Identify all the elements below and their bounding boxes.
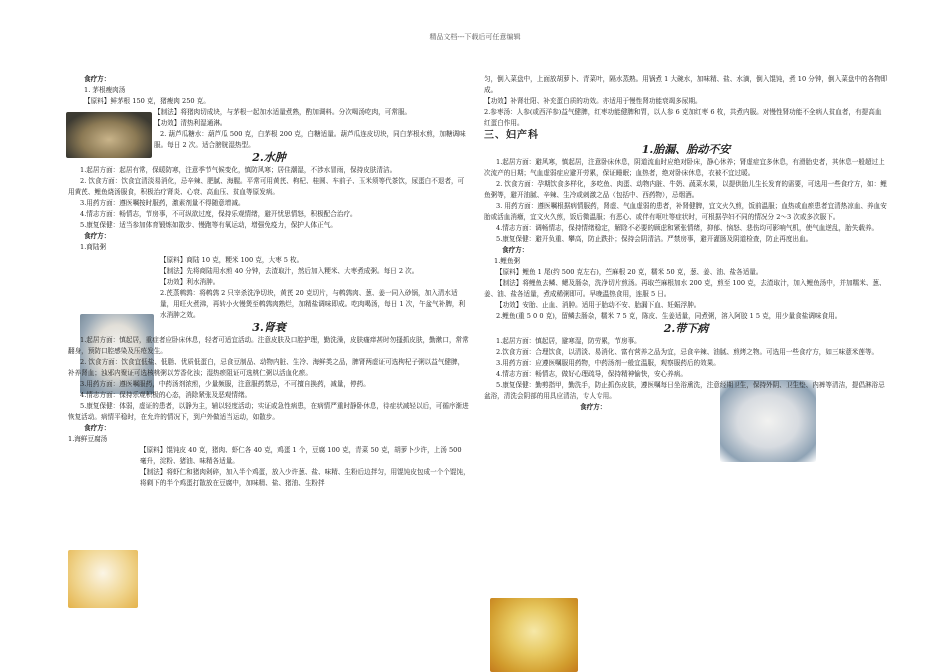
recipe-ingredients: 【原料】商陆 10 克，粳米 100 克，大枣 5 枚。 [160, 256, 304, 264]
paragraph: 匀，倒入菜盘中，上面放胡萝卜、青菜叶，隔水蒸熟。用锅煮 1 大碗水，加味精、盐、水滴，倒入馄饨，煮 10 分钟，倒入菜盘中的各物即成。 [484, 75, 888, 94]
paragraph: 2. 饮食方面：饮食宜低盐、低脂、优质低蛋白，忌食豆制品、动物内脏、生冷、海鲜类之品，脾肾两虚证可选枸杞子粥以益气健脾，补养肾血；浊邪内聚证可选核桃粥以芳香化浊；湿热瘀阻证可选桃仁粥以活血化瘀。 [68, 358, 465, 377]
paragraph: 2. 饮食方面：饮食宜清淡易消化，忌辛辣、肥腻、海腥。平常可用黄芪、枸杞、桂圆、车前子、玉米须等代茶饮，尿蛋白不退者，可用黄芪、鲤鱼烧汤服食，积极治疗肾炎、心衰、高血压、贫血等原发病。 [68, 177, 465, 196]
recipe-text: 2.参枣汤：人参(或西洋参)益气健脾，红枣功能健脾和胃，以人参 6 克加红枣 6 枚，共煮内服。对慢性肾功能不全病人贫血者，有提高血红蛋白作用。 [484, 108, 882, 127]
paragraph: 4.情志方面：调畅情志，保持情绪稳定，解除不必要的顾虑和紧张情绪，抑郁、恼怒、悲伤均可影响气机，使气血逆乱，胎失载养。 [496, 224, 879, 232]
recipe-title: 1. 茅根瘦肉汤 [84, 86, 126, 94]
recipe-label: 食疗方： [84, 75, 111, 83]
soup-photo-5 [490, 598, 578, 672]
recipe-method: 【制法】将猪肉切成块，与茅根一起加水适量煮熟，酌加调料。分次喝汤吃肉，可常服。 [154, 108, 412, 116]
heading-edema: 2.水肿 [252, 151, 286, 164]
paragraph: 2. 饮食方面：孕期饮食多样化，多吃鱼、肉蛋、动物内脏、牛奶、蔬菜水果，以提供胎儿生长发育的需要，可选用一些食疗方，如：鲤鱼粥等，避开油腻、辛辣、生冷或刺激之品（包括中、西药物），忌烟酒。 [484, 180, 887, 199]
paragraph: 3.用药方面：遵医嘱服药，中药汤剂浓煎，少量频服，注意服药禁忌，不可擅自换药，减量，停药。 [80, 380, 370, 388]
paragraph: 4.情志方面：畅情志，节房事，不可纵欲过度，保持乐观情绪，避开忧思情怒，积极配合治疗。 [80, 210, 357, 218]
recipe-label: 食疗方： [580, 403, 607, 411]
recipe-text: 2.鲤鱼(重 5 0 0 克)，留鳞去肠杂，糯米 7 5 克，陈皮、生姜适量，同煮粥，溶入阿胶 1 5 克，用少量食盐调味食用。 [496, 312, 842, 320]
recipe-effect: 【功效】清热利湿通淋。 [154, 119, 227, 127]
left-column [68, 74, 470, 489]
paragraph: 4.情志方面：保持乐观积极的心态，消除紧张及恶观情绪。 [80, 391, 252, 399]
recipe-title: 1.商陆粥 [80, 243, 107, 251]
recipe-method: 【制法】将鲤鱼去鳞、鳃及肠杂，洗净切片煎汤。再取苎麻根加水 200 克，煎至 100 克，去渣取汁，加入鲤鱼汤中，并加糯米、葱、姜、油、盐各适量，煮成稀粥即可。早晚温热食用，连服 5 日。 [484, 279, 886, 298]
paragraph: 5.康复保健：体弱，虚证的患者，以静为主，辅以轻度活动；实证或急性病患，在病情严重时静卧休息，待症状减轻以后，可循序渐进恢复活动。病情平稳时，在允许的情况下，到户外做适当运动，如散步。 [68, 402, 469, 421]
recipe-ingredients: 【原料】鲤鱼 1 尾(约 500 克左右)，苎麻根 20 克，糯米 50 克，葱、姜、油、盐各适量。 [496, 268, 763, 276]
paragraph: 5.康复保健：适当参加体育锻炼如散步、慢跑等有氧运动，增强免疫力，保护人体正气。 [80, 221, 337, 229]
recipe-ingredients: 【原料】鲜茅根 150 克，猪瘦肉 250 克。 [84, 97, 210, 105]
recipe-text: 2.芪蒸鹌鹑：将鹌鹑 2 只宰杀洗净切块，黄芪 20 克切片，与鹌鹑肉、葱、姜一同入砂锅，加入清水适量，用旺火煮沸，再转小火慢煲至鹌鹑肉熟烂，加精盐调味即成。吃肉喝汤，每日 1 次，午盆气补脾，利水消肿之效。 [160, 289, 466, 319]
section-title-gynecology: 三、妇产科 [484, 130, 539, 141]
recipe-label: 食疗方： [502, 246, 529, 254]
right-column [484, 74, 888, 413]
recipe-title: 1.鲤鱼粥 [494, 257, 521, 265]
paragraph: 1.起居方面：起居有常，保暖防寒，注意季节气候变化，慎防风寒；居住潮湿，不涉水冒雨，保持皮肤清洁。 [80, 166, 397, 174]
paragraph: 4.情志方面：畅情志，做好心理疏导，保持精神愉快，安心养病。 [496, 370, 687, 378]
heading-renal-failure: 3.肾衰 [252, 321, 286, 334]
recipe-label: 食疗方： [84, 232, 111, 240]
recipe-title: 1.海鲜豆腐汤 [68, 435, 108, 443]
recipe-effect: 【功效】利水消肿。 [160, 278, 220, 286]
recipe-ingredients: 【原料】馄饨皮 40 克，猪肉、虾仁各 40 克，鸡蛋 1 个，豆腐 100 克，青菜 50 克，胡萝卜少许，上汤 500 毫升，淀粉、猪油、味精各适量。 [140, 446, 462, 465]
page-header: 精品文档---下载后可任意编辑 [429, 33, 521, 41]
paragraph: 1.起居方面：慎起居，重症者应卧床休息，轻者可适宜活动。注意皮肤及口腔护理，勤洗澡，皮肤瘙痒甚时勿搔抓皮肤，勤漱口，常常翻身，预防口腔感染及压疮发生。 [68, 336, 469, 355]
heading-threatened-abortion: 1.胎漏、胎动不安 [641, 143, 731, 156]
paragraph: 1.起居方面：慎起居，避寒湿，防劳累，节房事。 [496, 337, 641, 345]
paragraph: 2.饮食方面：合理饮食，以清淡、易消化、富有营养之品为宜，忌食辛辣、油腻、煎烤之物。可选用一些食疗方，如三味薏米莲等。 [496, 348, 879, 356]
paragraph: 1.起居方面：避风寒，慎起居，注意卧床休息，阴道流血时应绝对卧床，静心休养；肾虚症宜多休息，有滑胎史者，其休息一般超过上次流产的日期；气血虚弱症应避开劳累，保证睡眠；血热者，绝对卧床休息，衣被不宜过暖。 [484, 158, 885, 177]
recipe-text: 2. 葫芦瓜糖水：葫芦瓜 500 克，白茅根 200 克，白糖适量。葫芦瓜连皮切块，同白茅根水煎，加糖调味服。每日 2 次。适合膀胱湿热型。 [154, 130, 466, 149]
recipe-method: 【制法】将虾仁和猪肉剁碎，加入半个鸡蛋，放入少许葱、盐、味精、生粉后边拌匀，用馄饨皮包成一个个馄饨，将剩下的半个鸡蛋打散放在豆腐中，加味精、盐、猪油、生粉拌 [140, 468, 470, 487]
recipe-method: 【制法】先将商陆用水煎 40 分钟，去渣取汁，然后加入粳米、大枣煮成粥。每日 2 次。 [160, 267, 419, 275]
paragraph: 5.康复保健：避开负重、攀高，防止跌扑；保持会阴清洁。严禁房事，避开灌肠及阴道检查，防止再度出血。 [496, 235, 813, 243]
recipe-label: 食疗方： [84, 424, 111, 432]
heading-leukorrhea: 2.带下病 [663, 322, 709, 335]
paragraph: 3. 用药方面：遵医嘱根据病情服药，肾虚、气血虚弱的患者，补肾健脾，宜文火久煎，饭前温服；血热或血瘀患者宜清热凉血、养血安胎或活血消癥，宜文火久煎，饭后微温服；有恶心、或伴有呕吐等症状时，可根据孕妇不同的情况分 2～3 次或多次服下。 [484, 202, 887, 221]
recipe-effect: 【功效】补肾壮阳、补充蛋白质的功效。亦适用于慢性肾功能衰竭多尿期。 [484, 97, 702, 105]
soup-photo-3 [68, 550, 138, 608]
paragraph: 5.康复保健：勤剪指甲，勤洗手，防止抓伤皮肤，遵医嘱每日坐浴熏洗，注意经期卫生，保持外阴、卫生垫、内裤等清洁，提倡淋浴忌盆浴，清洗会阴部的用具应清洁，专人专用。 [484, 381, 885, 400]
paragraph: 3.用药方面：应遵医嘱服用药物，中药汤剂一般宜温服，观察服药后的效果。 [496, 359, 720, 367]
paragraph: 3.用药方面：遵医嘱按时服药，激素剂量不得随意增减。 [80, 199, 245, 207]
recipe-effect: 【功效】安胎、止血、消肿。适用于胎动不安、胎漏下血、妊娠浮肿。 [496, 301, 701, 309]
